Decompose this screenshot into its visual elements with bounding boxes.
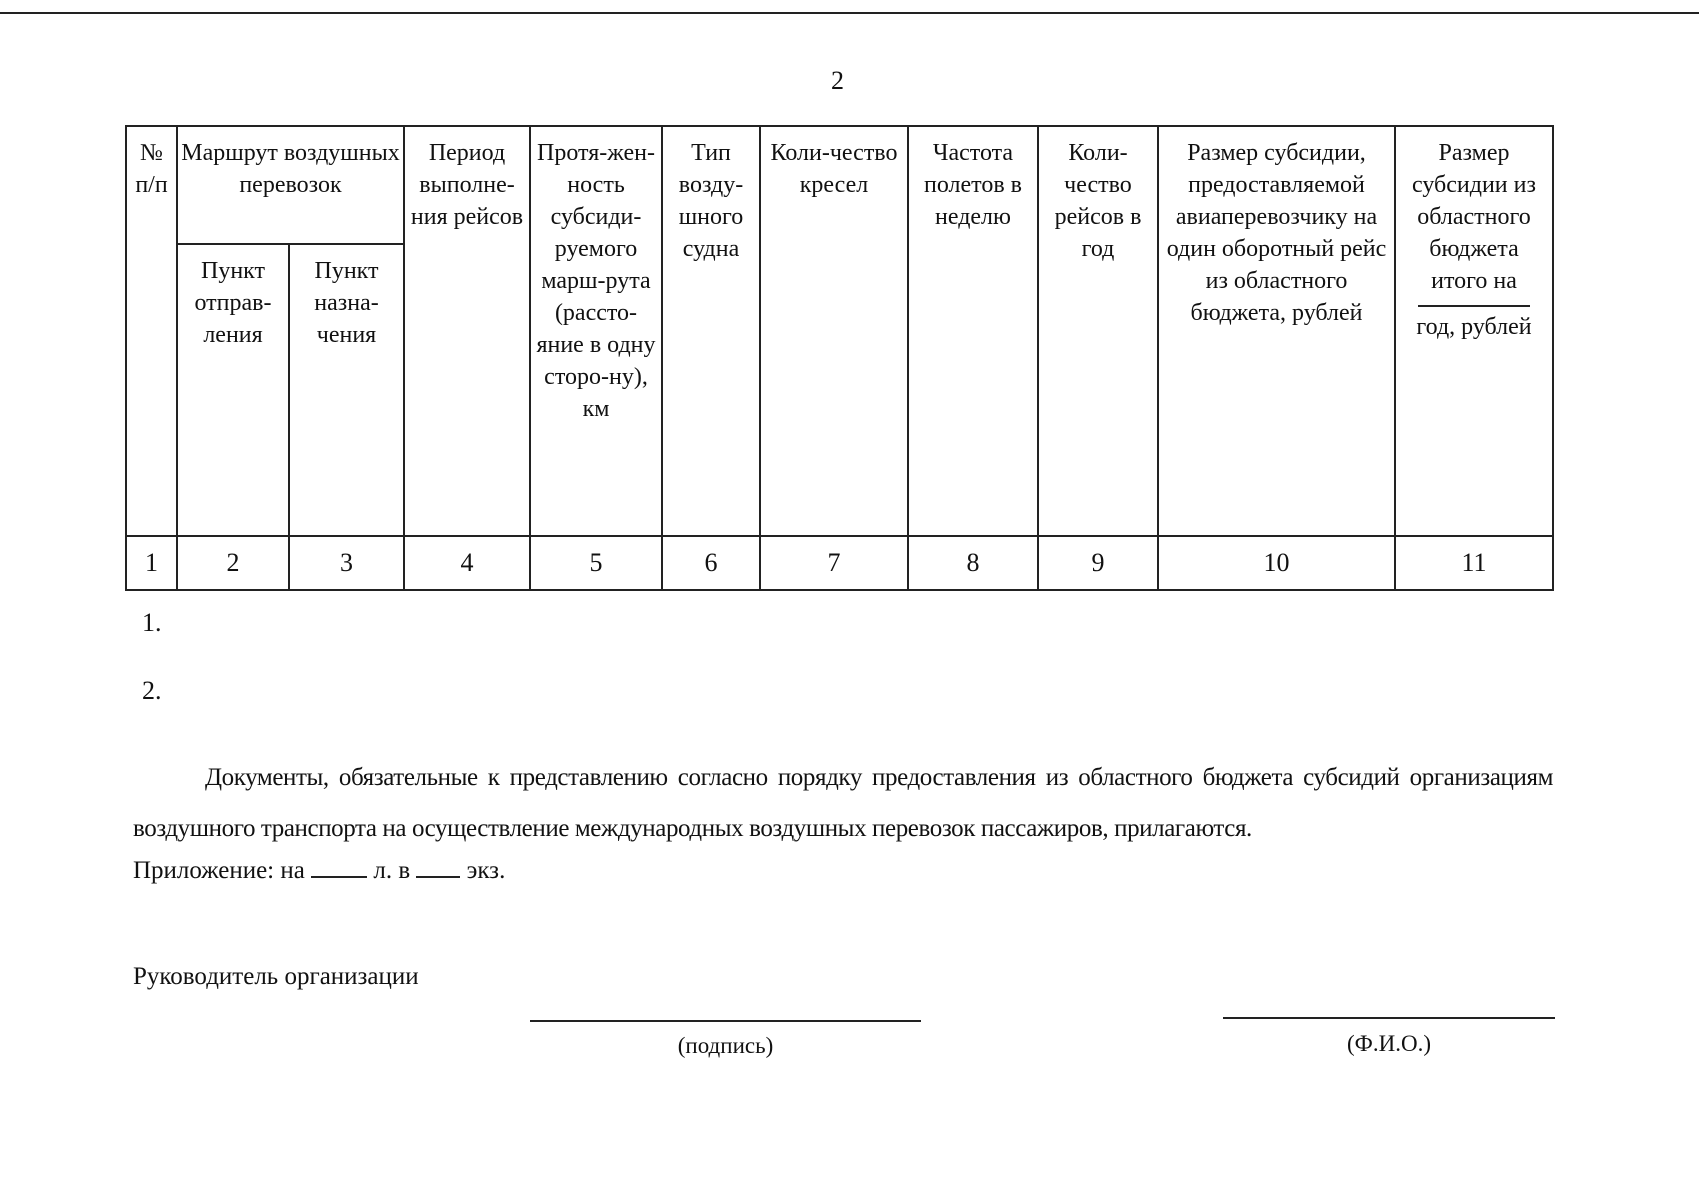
documents-paragraph: Документы, обязательные к представлению согласно порядку предоставления из областного бюджета субсидий организациям воздушного транспорта на осуществление международных воздушных перевозок пассажиров, прилагаются. <box>133 764 1553 842</box>
copies-blank <box>416 856 460 878</box>
header-subsidy-total <box>1395 126 1553 536</box>
year-blank-line <box>1418 305 1530 307</box>
appendix-line <box>133 856 505 885</box>
header-subsidy-per-flight: Размер субсидии, предоставляемой авиаперевозчику на один оборотный рейс из областного бюджета, рублей <box>1158 126 1395 536</box>
column-number: 5 <box>530 536 662 590</box>
column-number: 1 <box>126 536 177 590</box>
subsidy-table <box>125 125 1554 591</box>
column-number: 7 <box>760 536 908 590</box>
appendix-middle: л. в <box>373 857 411 884</box>
column-number: 10 <box>1158 536 1395 590</box>
column-number: 6 <box>662 536 760 590</box>
sheets-blank <box>311 856 367 878</box>
name-caption: (Ф.И.О.) <box>1347 1031 1431 1056</box>
column-number: 4 <box>404 536 530 590</box>
row-label-1: 1. <box>142 608 162 637</box>
header-aircraft-type: Тип возду-шного судна <box>662 126 760 536</box>
column-number: 3 <box>289 536 404 590</box>
page-number: 2 <box>831 66 844 95</box>
header-period: Период выполне-ния рейсов <box>404 126 530 536</box>
row-label-2: 2. <box>142 676 162 705</box>
name-line <box>1223 1017 1555 1019</box>
header-row-number: № п/п <box>126 126 177 536</box>
signature-caption: (подпись) <box>677 1033 774 1058</box>
appendix-prefix: Приложение: на <box>133 857 305 884</box>
header-departure-point: Пункт отправ-ления <box>177 244 289 536</box>
header-subsidy-total-top: Размер субсидии из областного бюджета итого на <box>1412 140 1536 294</box>
column-number: 8 <box>908 536 1038 590</box>
header-route-length: Протя-жен-ность субсиди-руемого марш-рута (рассто-яние в одну сторо-ну), км <box>530 126 662 536</box>
header-seat-count: Коли-чество кресел <box>760 126 908 536</box>
header-flights-per-year: Коли-чество рейсов в год <box>1038 126 1158 536</box>
header-route-group: Маршрут воздушных перевозок <box>177 126 404 244</box>
appendix-suffix: экз. <box>466 857 506 884</box>
column-number: 9 <box>1038 536 1158 590</box>
header-weekly-frequency: Частота полетов в неделю <box>908 126 1038 536</box>
signature-line <box>530 1020 921 1022</box>
column-number-row <box>126 536 1553 590</box>
head-of-organization-label: Руководитель организации <box>133 963 419 990</box>
top-border-line <box>0 12 1699 14</box>
column-number: 2 <box>177 536 289 590</box>
header-destination-point: Пункт назна-чения <box>289 244 404 536</box>
header-subsidy-total-bottom: год, рублей <box>1416 314 1532 340</box>
column-number: 11 <box>1395 536 1553 590</box>
